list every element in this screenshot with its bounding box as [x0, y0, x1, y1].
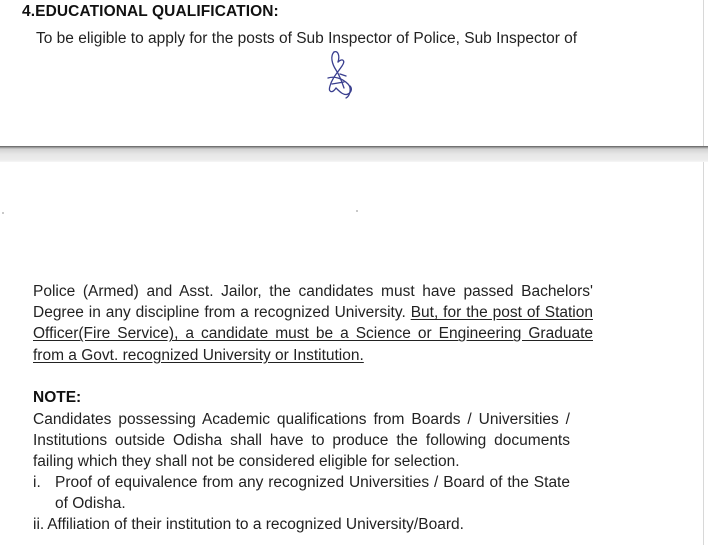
required-documents-list: [33, 472, 570, 536]
eligibility-paragraph: [33, 281, 593, 366]
list-item-text: Affiliation of their institution to a recognized University/Board.: [47, 516, 464, 534]
note-heading: NOTE:: [33, 389, 82, 406]
list-marker: ii.: [33, 516, 45, 534]
list-marker: i.: [33, 474, 41, 491]
note-paragraph: Candidates possessing Academic qualifications from Boards / Universities / Institutions outside Odisha shall have to produce the following documents failing which they shall not be considered eligible for selection.: [33, 411, 570, 471]
scan-speck: [2, 212, 4, 214]
fire-service-requirement: But, for the post of Station Officer(Fire Service), a candidate must be a Science or Engineering Graduate from a Govt. recognized University or Institution.: [33, 304, 593, 364]
section-heading: 4.EDUCATIONAL QUALIFICATION:: [22, 3, 279, 20]
document-page-top: [0, 0, 704, 146]
scan-speck: [356, 210, 358, 212]
page-break-divider: [0, 146, 708, 162]
eligibility-text: Police (Armed) and Asst. Jailor, the candidates must have passed Bachelors' Degree in any discipline from a recognized University.: [33, 283, 593, 322]
intro-line: To be eligible to apply for the posts of Sub Inspector of Police, Sub Inspector of: [36, 30, 578, 47]
list-item-text: Proof of equivalence from any recognized Universities / Board of the State of Odisha.: [55, 474, 570, 513]
list-item: [33, 472, 570, 514]
signature-icon: [322, 48, 358, 104]
document-page-bottom: [0, 162, 704, 545]
list-item: [33, 514, 570, 535]
